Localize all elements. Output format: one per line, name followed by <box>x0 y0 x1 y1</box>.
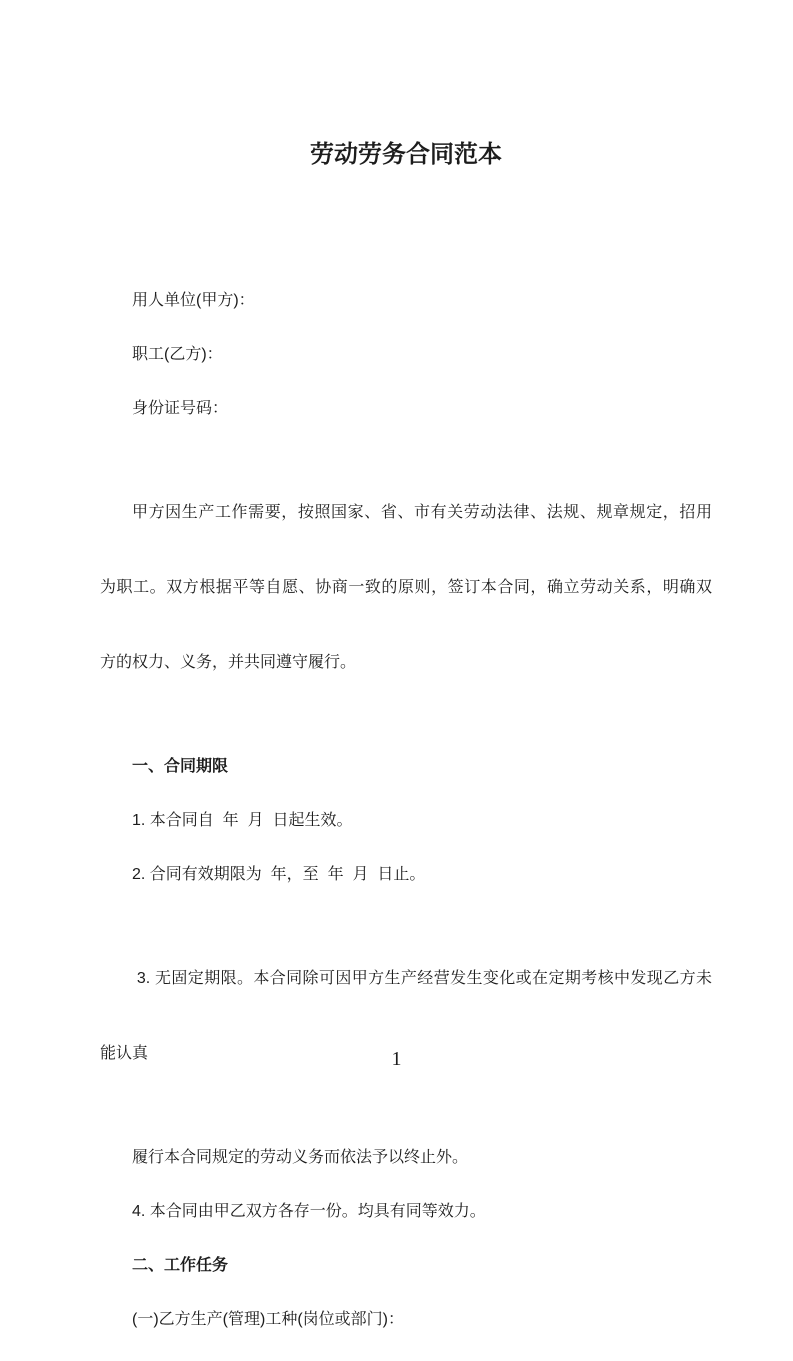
intro-paragraph <box>100 450 712 725</box>
intro-line-1: 甲方因生产工作需要，按照国家、省、市有关劳动法律、法规、规章规定，招用 <box>132 504 712 521</box>
document-body <box>100 0 712 1361</box>
field-id-number: 身份证号码： <box>132 400 229 417</box>
section2-heading: 二、工作任务 <box>132 1257 229 1274</box>
section1-item3-continuation: 履行本合同规定的劳动义务而依法予以终止外。 <box>132 1149 469 1166</box>
page-title: 劳动劳务合同范本 <box>310 141 502 168</box>
section1-item3-line2: 能认真 <box>100 1045 149 1062</box>
intro-line-2: 为职工。双方根据平等自愿、协商一致的原则，签订本合同，确立劳动关系，明确双 <box>100 579 712 596</box>
section1-item3-line1: 3. 无固定期限。本合同除可因甲方生产经营发生变化或在定期考核中发现乙方未 <box>132 970 712 987</box>
section1-item4: 4. 本合同由甲乙双方各存一份。均具有同等效力。 <box>132 1203 486 1220</box>
section1-heading: 一、合同期限 <box>132 758 229 775</box>
field-employer: 用人单位(甲方)： <box>132 292 255 309</box>
page-number: 1 <box>391 1048 402 1070</box>
intro-line-3: 方的权力、义务，并共同遵守履行。 <box>100 654 357 671</box>
section1-item3 <box>100 916 712 1116</box>
section1-item1: 1. 本合同自 年 月 日起生效。 <box>132 812 353 829</box>
field-employee: 职工(乙方)： <box>132 346 223 363</box>
section1-item2: 2. 合同有效期限为 年，至 年 月 日止。 <box>132 866 426 883</box>
section2-item1: (一)乙方生产(管理)工种(岗位或部门)： <box>132 1311 404 1328</box>
